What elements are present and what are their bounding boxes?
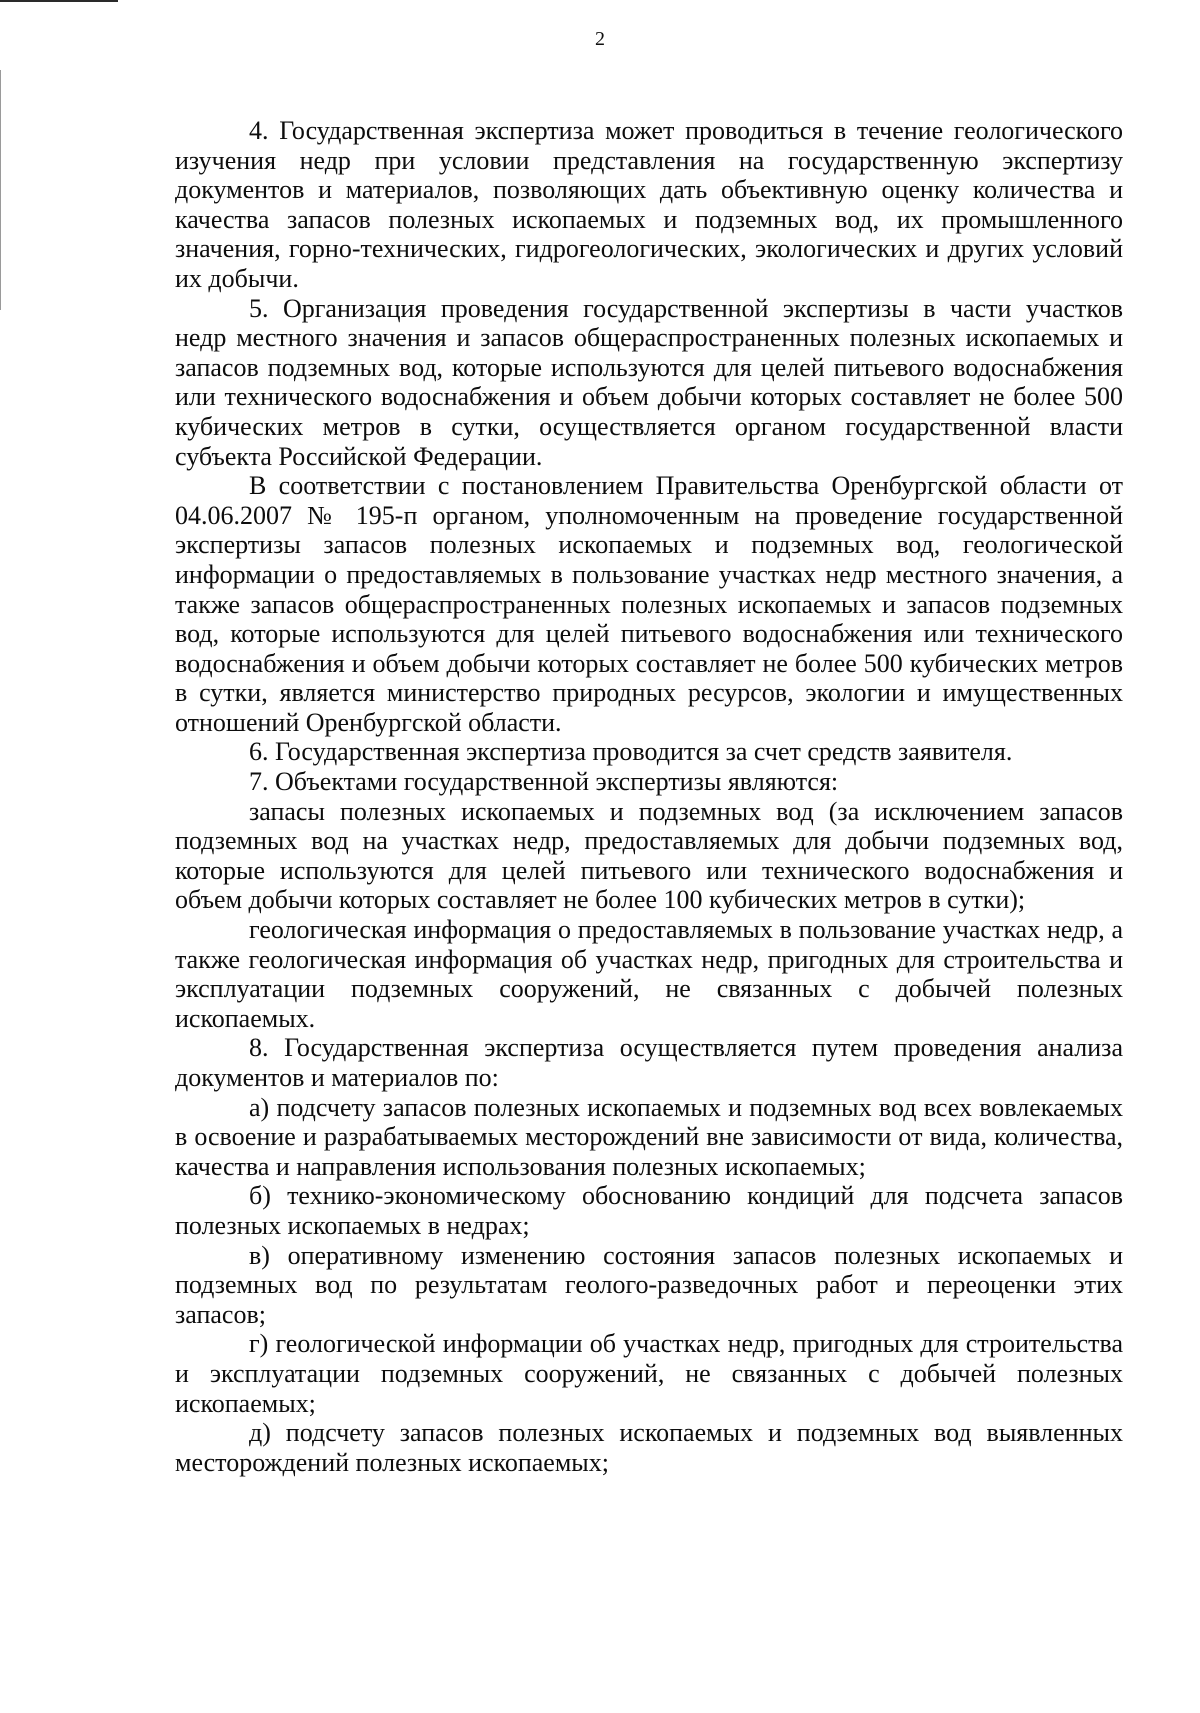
list-item-b: б) технико-экономическому обоснованию кондиций для подсчета запасов полезных ископаемых в недрах;	[175, 1181, 1123, 1240]
list-item-g: г) геологической информации об участках недр, пригодных для строительства и эксплуатации подземных сооружений, не связанных с добычей полезных ископаемых;	[175, 1329, 1123, 1418]
paragraph-8-analysis: 8. Государственная экспертиза осуществляется путем проведения анализа документов и материалов по:	[175, 1033, 1123, 1092]
scan-edge-line	[0, 70, 1, 310]
scan-border-mark	[0, 0, 118, 2]
paragraph-orenburg-resolution: В соответствии с постановлением Правительства Оренбургской области от 04.06.2007 № 195-п органом, уполномоченным на проведение государственной экспертизы запасов полезных ископаемых и подземных вод, геологической информации о предоставляемых в пользование участках недр местного значения, а также запасов общераспространенных полезных ископаемых и запасов подземных вод, которые используются для целей питьевого водоснабжения или технического водоснабжения и объем добычи которых составляет не более 500 кубических метров в сутки, является министерство природных ресурсов, экологии и имущественных отношений Оренбургской области.	[175, 471, 1123, 737]
paragraph-7-objects-heading: 7. Объектами государственной экспертизы являются:	[249, 767, 839, 797]
document-body	[175, 116, 1123, 1477]
paragraph-7-reserves: запасы полезных ископаемых и подземных вод (за исключением запасов подземных вод на участках недр, предоставляемых для добычи подземных вод, которые используются для целей питьевого или технического водоснабжения и объем добычи которых составляет не более 100 кубических метров в сутки);	[175, 796, 1123, 915]
paragraph-7-geological-info: геологическая информация о предоставляемых в пользование участках недр, а также геологическая информация об участках недр, пригодных для строительства и эксплуатации подземных сооружений, не связанных с добычей полезных ископаемых.	[175, 915, 1123, 1033]
list-item-v: в) оперативному изменению состояния запасов полезных ископаемых и подземных вод по результатам геолого-разведочных работ и переоценки этих запасов;	[175, 1240, 1123, 1329]
paragraph-6-funding: 6. Государственная экспертиза проводится за счет средств заявителя.	[249, 737, 1013, 767]
list-item-d: д) подсчету запасов полезных ископаемых и подземных вод выявленных месторождений полезных ископаемых;	[175, 1418, 1123, 1477]
list-item-a: а) подсчету запасов полезных ископаемых и подземных вод всех вовлекаемых в освоение и разрабатываемых месторождений вне зависимости от вида, количества, качества и направления использования полезных ископаемых;	[175, 1092, 1123, 1181]
paragraph-5-organization: 5. Организация проведения государственной экспертизы в части участков недр местного значения и запасов общераспространенных полезных ископаемых и запасов подземных вод, которые используются для целей питьевого водоснабжения или технического водоснабжения и объем добычи которых составляет не более 500 кубических метров в сутки, осуществляется органом государственной власти субъекта Российской Федерации.	[175, 293, 1123, 471]
paragraph-4-expertise-timing: 4. Государственная экспертиза может проводиться в течение геологического изучения недр при условии представления на государственную экспертизу документов и материалов, позволяющих дать объективную оценку количества и качества запасов полезных ископаемых и подземных вод, их промышленного значения, горно-технических, гидрогеологических, экологических и других условий их добычи.	[175, 116, 1123, 293]
page-number: 2	[595, 28, 605, 50]
